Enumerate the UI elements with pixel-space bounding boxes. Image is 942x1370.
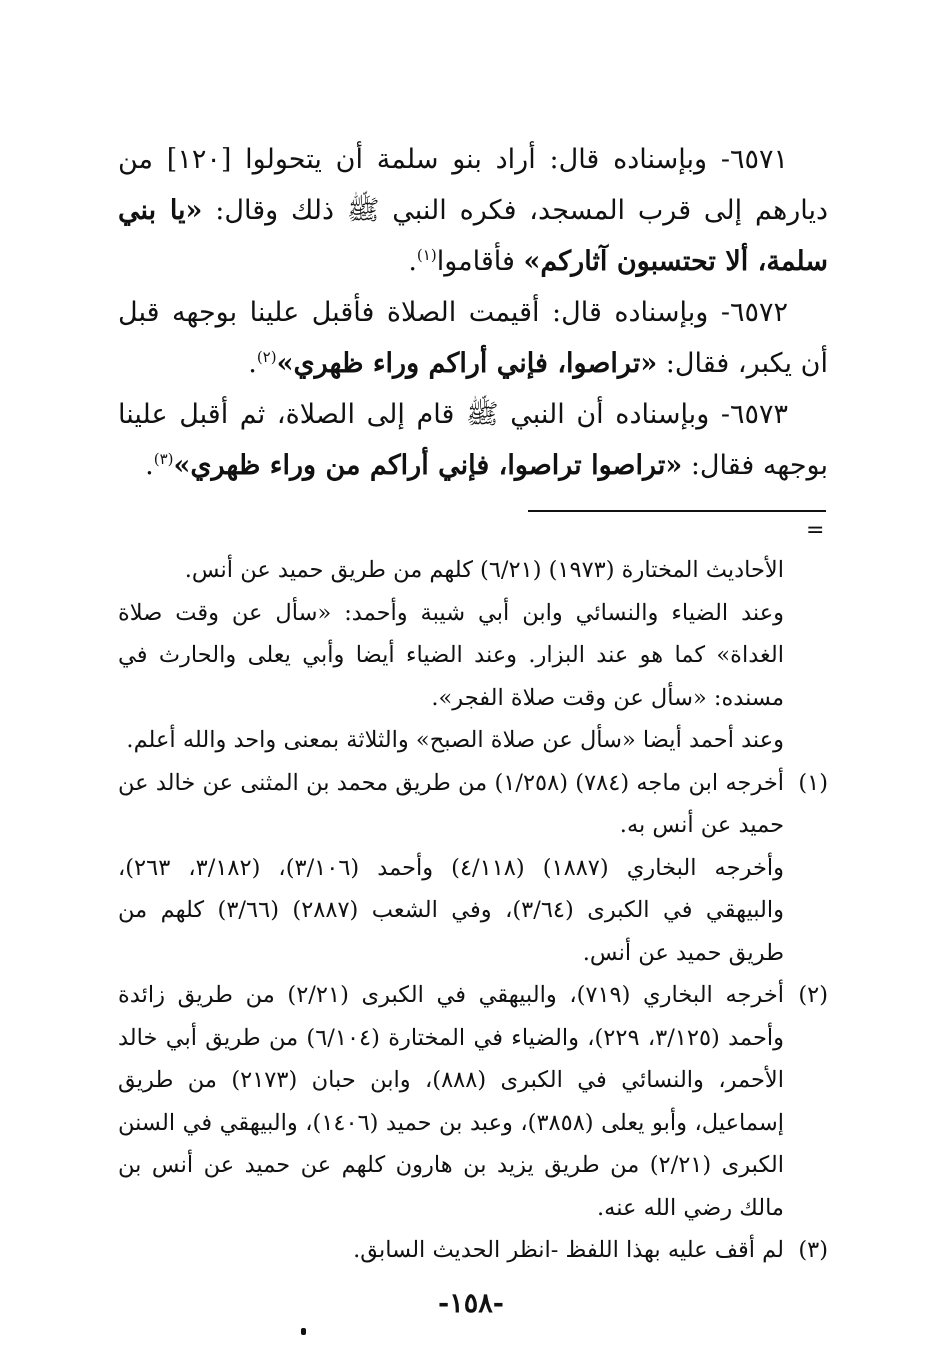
page-number: -١٥٨- xyxy=(438,1288,504,1319)
footnote-ref[interactable]: (٣) xyxy=(153,450,174,468)
hadith-end: . xyxy=(145,450,154,481)
footnote-text: أخرجه البخاري (٧١٩)، والبيهقي في الكبرى (٢/٢١) من طريق زائدة وأحمد (٣/١٢٥، ٢٢٩)، والضياء في المختارة (٦/١٠٤) من طريق أبي خالد الأحمر، والنسائي في الكبرى (٨٨٨)، وابن حبان (٢١٧٣) من طريق إسماعيل، وأبو يعلى (٣٨٥٨)، وعبد بن حميد (١٤٠٦)، والبيهقي في السنن الكبرى (٢/٢١) من طريق يزيد بن هارون كلهم عن حميد عن أنس بن مالك رضي الله عنه. xyxy=(118,982,785,1221)
hadith-quote: «يا بني سلمة، ألا تحتسبون آثاركم» xyxy=(118,195,828,277)
hadith-quote: «تراصوا، فإني أراكم وراء ظهري» xyxy=(276,348,658,379)
footnote-text: لم أقف عليه بهذا اللفظ -انظر الحديث السابق. xyxy=(353,1237,784,1263)
footnote-ref[interactable]: (٢) xyxy=(256,348,277,366)
footnote-2 xyxy=(118,974,828,1229)
hadith-6573 xyxy=(118,389,828,491)
hadith-6571 xyxy=(118,134,828,287)
hadith-end: . xyxy=(248,348,257,379)
footnote-number: (١) xyxy=(798,769,828,796)
footnote-ref[interactable]: (١) xyxy=(416,246,437,264)
hadith-6572 xyxy=(118,287,828,389)
footnote-3 xyxy=(118,1229,828,1272)
hadith-text: ٦٥٧٢- وبإسناده قال: أقيمت الصلاة فأقبل علينا بوجهه قبل أن يكبر، فقال: xyxy=(118,297,828,379)
footnote-number: (٢) xyxy=(798,982,828,1008)
continuation-mark: = xyxy=(806,518,825,543)
footnote-1 xyxy=(118,762,828,975)
footnote-continuation: الأحاديث المختارة (١٩٧٣) (٦/٢١) كلهم من طريق حميد عن أنس. xyxy=(184,557,784,583)
footnote-separator xyxy=(528,510,826,512)
footnote-text: وأخرجه البخاري (١٨٨٧) (٤/١١٨) وأحمد (٣/١٠٦)، (٣/١٨٢، ٢٦٣)، والبيهقي في الكبرى (٣/٦٤)، وفي الشعب (٢٨٨٧) (٣/٦٦) كلهم من طريق حميد عن أنس. xyxy=(118,854,784,966)
footnote-continuation: وعند الضياء والنسائي وابن أبي شيبة وأحمد: «سأل عن وقت صلاة الغداة» كما هو عند البزار. وعند الضياء أيضا وأبي يعلى والحارث في مسنده: «سأل عن وقت صلاة الفجر». xyxy=(118,599,784,711)
print-speck xyxy=(301,1328,306,1335)
hadith-text: ٦٥٧١- وبإسناده قال: أراد بنو سلمة أن يتحولوا [١٢٠] من ديارهم إلى قرب المسجد، فكره النبي ﷺ ذلك وقال: xyxy=(118,144,829,226)
footnote-continuation: وعند أحمد أيضا «سأل عن صلاة الصبح» والثلاثة بمعنى واحد والله أعلم. xyxy=(126,727,784,753)
hadith-text: فأقاموا xyxy=(436,246,524,277)
main-text xyxy=(118,134,828,491)
footnote-text: أخرجه ابن ماجه (٧٨٤) (١/٢٥٨) من طريق محمد بن المثنى عن خالد عن حميد عن أنس به. xyxy=(118,769,784,838)
hadith-text: ٦٥٧٣- وبإسناده أن النبي ﷺ قام إلى الصلاة، ثم أقبل علينا بوجهه فقال: xyxy=(118,399,828,481)
hadith-quote: «تراصوا تراصوا، فإني أراكم من وراء ظهري» xyxy=(173,450,683,481)
footnote-number: (٣) xyxy=(798,1237,828,1263)
hadith-end: . xyxy=(408,246,417,277)
footnotes xyxy=(118,549,828,1272)
